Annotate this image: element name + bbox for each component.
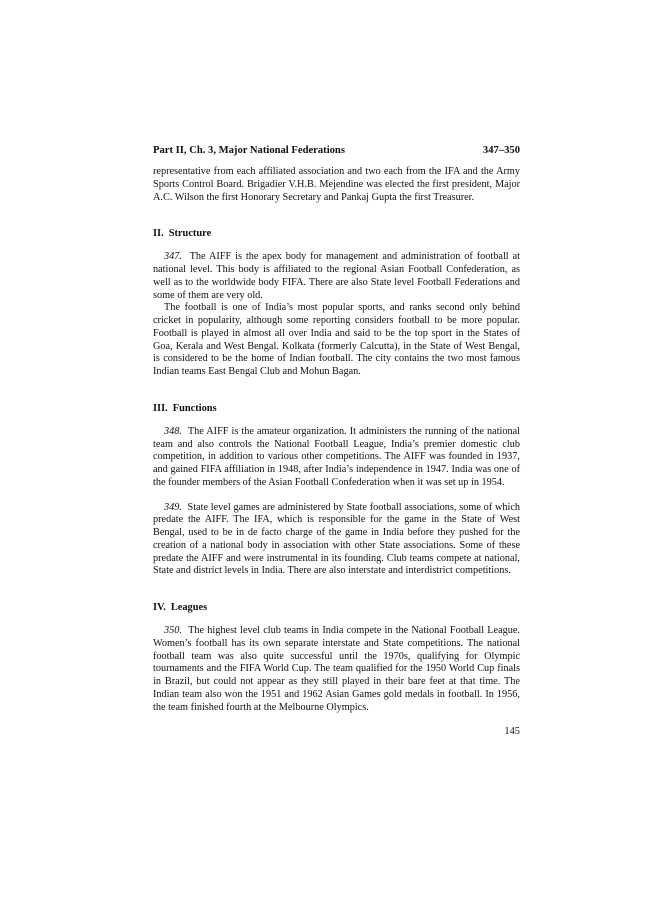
intro-paragraph: representative from each affiliated association and two each from the IFA and the Army Sports Control Board. Brigadier V.H.B. Mejendine was elected the first president, Major A.C. Wilson the first Honorary Secretary and Pankaj Gupta the first Treasurer. bbox=[153, 166, 520, 203]
section-heading-functions bbox=[153, 402, 520, 415]
section-title: Leagues bbox=[170, 602, 208, 613]
paragraph-348 bbox=[153, 426, 520, 490]
section-number: III. bbox=[153, 402, 168, 414]
section-title: Functions bbox=[172, 402, 217, 414]
paragraph-text: The AIFF is the amateur organization. It administers the running of the national team and also controls the National Football League, India’s premier domestic club competition, in addition to various other competitions. The AIFF was founded in 1937, and gained FIFA affiliation in 1948, after India’s independence in 1947. India was one of the founder members of the Asian Football Confederation when it was set up in 1954. bbox=[153, 425, 520, 488]
section-heading-structure bbox=[153, 227, 520, 240]
paragraph-347 bbox=[153, 251, 520, 302]
paragraph-349 bbox=[153, 502, 520, 579]
paragraph-text: The highest level club teams in India compete in the National Football League. Women’s football has its own separate interstate and State competitions. The national football team was also quite successful until the 1970s, qualifying for Olympic tournaments and the FIFA World Cup. The team qualified for the 1950 World Cup finals in Brazil, but could not appear as they still played in their bare feet at that time. The Indian team also won the 1951 and 1962 Asian Games gold medals in football. In 1956, the team finished fourth at the Melbourne Olympics. bbox=[153, 625, 520, 713]
paragraph-continuation bbox=[153, 302, 520, 379]
section-number: II. bbox=[153, 228, 164, 240]
paragraph-number: 350. bbox=[164, 625, 182, 636]
paragraph-350 bbox=[153, 625, 520, 714]
section-number: IV. bbox=[153, 602, 166, 613]
paragraph-number: 348. bbox=[164, 425, 182, 437]
paragraph-text: The football is one of India’s most popular sports, and ranks second only behind cricket in popularity, although some reporting considers football to be more popular. Football is played in almost all over India and said to be the top sport in the States of Goa, Kerala and West Bengal. Kolkata (formerly Calcutta), in the State of West Bengal, is considered to be the home of Indian football. The city contains the two most famous Indian teams East Bengal Club and Mohun Bagan. bbox=[153, 302, 520, 377]
book-page bbox=[153, 144, 520, 738]
paragraph-text: The AIFF is the apex body for management and administration of football at national level. This body is affiliated to the regional Asian Football Confederation, as well as to the worldwide body FIFA. There are also State level Football Federations and some of them are very old. bbox=[153, 251, 520, 301]
running-header bbox=[153, 144, 520, 157]
section-title: Structure bbox=[168, 228, 212, 240]
running-header-title: Part II, Ch. 3, Major National Federations bbox=[153, 145, 345, 156]
section-heading-leagues bbox=[153, 601, 520, 614]
paragraph-number: 349. bbox=[164, 501, 182, 513]
page-number: 145 bbox=[504, 726, 520, 738]
paragraph-number: 347. bbox=[164, 251, 182, 263]
paragraph-text: State level games are administered by State football associations, some of which predate the AIFF. The IFA, which is responsible for the game in the State of West Bengal, used to be in de facto charge of the game in India before they pushed for the creation of a national body in association with other State associations. Some of these predate the AIFF and were instrumental in its founding. Club teams compete at national, State and district levels in India. There are also interstate and interdistrict competitions. bbox=[153, 501, 521, 577]
running-header-range: 347–350 bbox=[482, 145, 520, 156]
